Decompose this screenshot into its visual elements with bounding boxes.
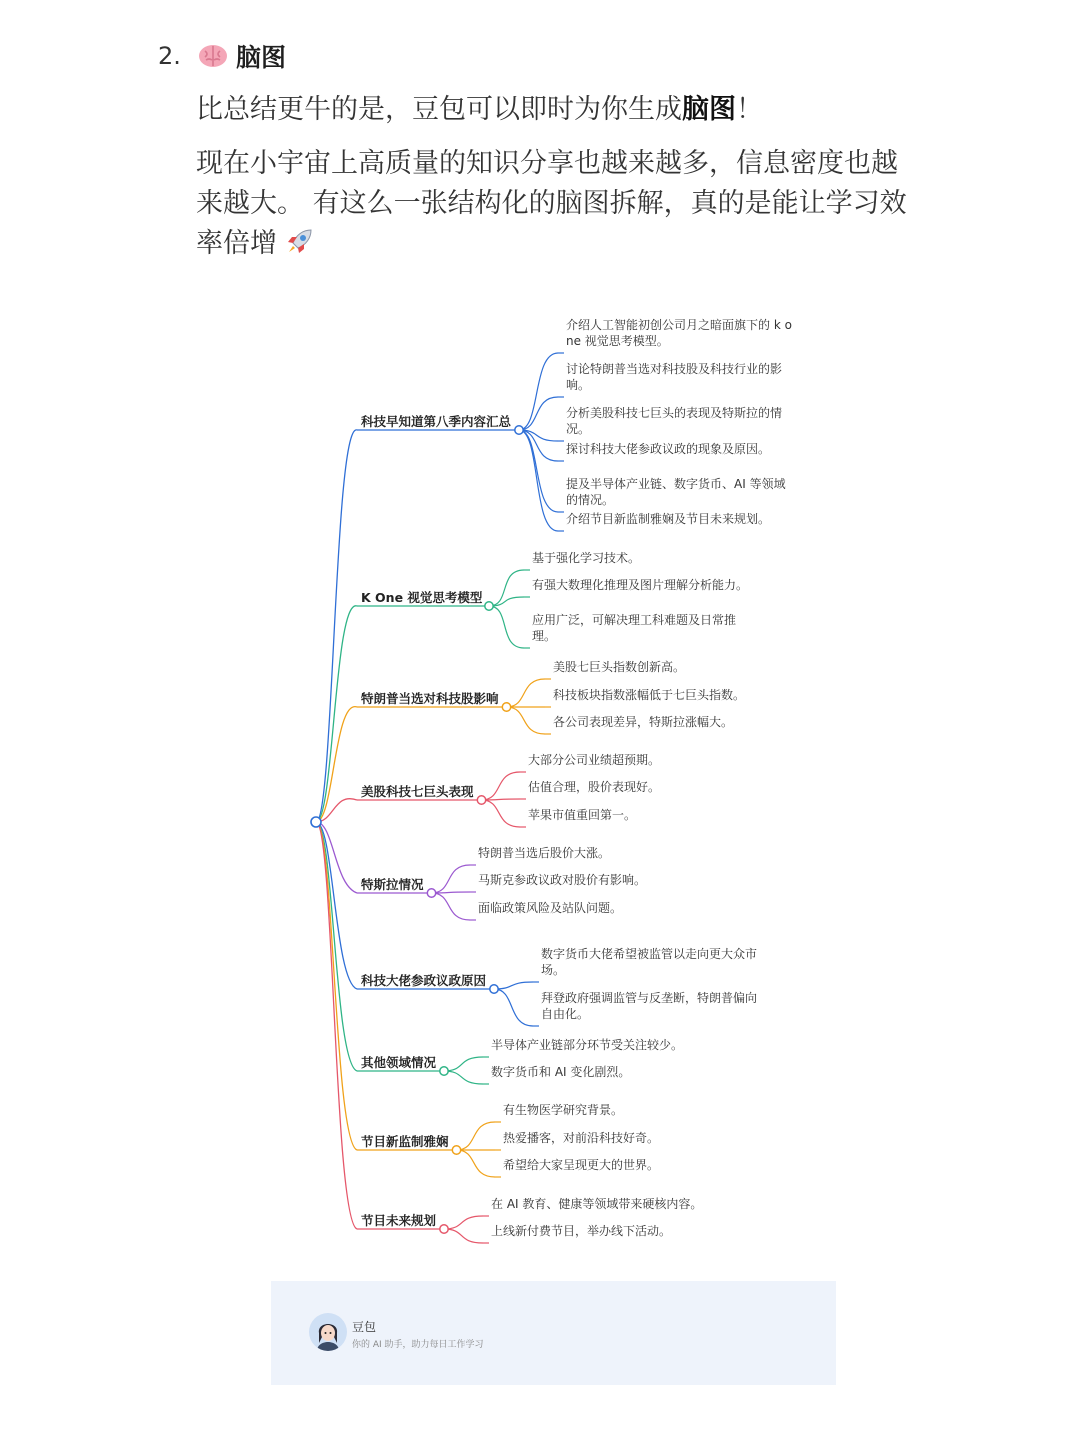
- leaf-label: 各公司表现差异，特斯拉涨幅大。: [553, 715, 734, 729]
- leaf-label: 探讨科技大佬参政议政的现象及原因。: [566, 442, 771, 456]
- intro-text: 比总结更牛的是，豆包可以即时为你生成: [196, 94, 682, 125]
- root-node: [311, 817, 321, 827]
- leaf-label: 美股七巨头指数创新高。: [553, 660, 686, 674]
- leaf-connector: [444, 1216, 483, 1229]
- leaf-connector: [482, 772, 521, 800]
- branch-label: 特朗普当选对科技股影响: [361, 691, 499, 706]
- leaf-connector: [519, 430, 558, 512]
- branch-label: 科技大佬参政议政原因: [361, 973, 487, 988]
- body-text: 现在小宇宙上高质量的知识分享也越来越多，信息密度也越来越大。 有这么一张结构化的脑图拆解，真的是能让学习效率倍增: [196, 148, 907, 259]
- intro-end: ！: [736, 94, 763, 125]
- leaf-label: 有生物医学研究背景。: [503, 1103, 624, 1117]
- branch-node: [427, 889, 435, 897]
- trunk-connector: [316, 822, 357, 1150]
- branch-node: [452, 1146, 460, 1154]
- branch-label: 科技早知道第八季内容汇总: [361, 414, 512, 429]
- leaf-connector: [457, 1122, 496, 1150]
- leaf-label: 半导体产业链部分环节受关注较少。: [491, 1038, 684, 1052]
- trunk-connector: [316, 606, 357, 822]
- leaf-label: 介绍节目新监制雅娴及节目未来规划。: [566, 512, 771, 526]
- branch-node: [490, 985, 498, 993]
- branch-node: [440, 1225, 448, 1233]
- branch-label: K One 视觉思考模型: [361, 590, 483, 605]
- brain-icon: [198, 43, 228, 69]
- leaf-connector: [507, 707, 546, 734]
- leaf-label: 在 AI 教育、健康等领域带来硬核内容。: [491, 1197, 703, 1211]
- leaf-connector: [507, 679, 546, 707]
- branch-label: 其他领域情况: [361, 1055, 437, 1070]
- leaf-label: 马斯克参政议政对股价有影响。: [478, 873, 647, 887]
- leaf-label: 面临政策风险及站队问题。: [478, 901, 623, 915]
- list-number: 2.: [158, 42, 181, 70]
- section-heading: [158, 36, 286, 76]
- avatar-icon: [309, 1313, 347, 1351]
- leaf-label: 有强大数理化推理及图片理解分析能力。: [532, 578, 749, 592]
- leaf-connector: [519, 430, 558, 461]
- leaf-connector: [444, 1229, 483, 1243]
- leaf-connector: [444, 1071, 483, 1084]
- leaf-connector: [444, 1057, 483, 1071]
- body-paragraph: [196, 144, 916, 264]
- mind-map: [0, 290, 1080, 1270]
- assistant-name: 豆包: [352, 1320, 377, 1334]
- leaf-label: 苹果市值重回第一。: [528, 808, 637, 822]
- trunk-connector: [316, 430, 357, 822]
- leaf-connector: [432, 865, 471, 893]
- intro-paragraph: [196, 90, 916, 130]
- branch-node: [485, 602, 493, 610]
- branch-label: 特斯拉情况: [361, 877, 424, 892]
- doubao-card: [271, 1281, 836, 1385]
- leaf-label: 估值合理，股价表现好。: [528, 780, 661, 794]
- branch-node: [515, 426, 523, 434]
- leaf-label: 大部分公司业绩超预期。: [528, 753, 661, 767]
- leaf-label: 数字货币大佬希望被监管以走向更大众市场。: [541, 947, 758, 977]
- assistant-tagline: 你的 AI 助手，助力每日工作学习: [352, 1340, 484, 1350]
- leaf-connector: [519, 353, 558, 430]
- leaf-connector: [489, 606, 524, 648]
- branch-node: [502, 703, 510, 711]
- leaf-connector: [482, 800, 521, 827]
- leaf-label: 上线新付费节目，举办线下活动。: [491, 1224, 672, 1238]
- leaf-connector: [519, 430, 558, 441]
- branch-label: 节目未来规划: [361, 1213, 437, 1228]
- branch-node: [440, 1067, 448, 1075]
- leaf-label: 热爱播客，对前沿科技好奇。: [503, 1131, 660, 1145]
- leaf-label: 提及半导体产业链、数字货币、AI 等领域的情况。: [566, 477, 786, 507]
- leaf-connector: [494, 989, 533, 1026]
- leaf-label: 分析美股科技七巨头的表现及特斯拉的情况。: [566, 406, 783, 436]
- section-title: 脑图: [236, 43, 287, 72]
- leaf-connector: [494, 982, 533, 989]
- intro-bold: 脑图: [682, 94, 736, 125]
- leaf-label: 数字货币和 AI 变化剧烈。: [491, 1065, 631, 1079]
- leaf-label: 应用广泛，可解决理工科难题及日常推理。: [532, 613, 737, 643]
- leaf-label: 介绍人工智能初创公司月之暗面旗下的 k o ne 视觉思考模型。: [566, 318, 792, 348]
- branch-label: 美股科技七巨头表现: [361, 784, 474, 799]
- leaf-connector: [519, 397, 558, 430]
- leaf-label: 基于强化学习技术。: [532, 551, 641, 565]
- leaf-label: 特朗普当选后股价大涨。: [478, 846, 611, 860]
- branch-label: 节目新监制雅娴: [361, 1134, 449, 1149]
- node-layer: [311, 317, 792, 1238]
- leaf-connector: [432, 893, 471, 920]
- branch-node: [477, 796, 485, 804]
- leaf-connector: [457, 1150, 496, 1177]
- rocket-icon: [285, 226, 315, 256]
- leaf-label: 讨论特朗普当选对科技股及科技行业的影响。: [566, 362, 783, 392]
- leaf-label: 希望给大家呈现更大的世界。: [503, 1158, 660, 1172]
- leaf-label: 拜登政府强调监管与反垄断，特朗普偏向自由化。: [541, 991, 758, 1021]
- trunk-connector: [316, 822, 357, 1229]
- leaf-label: 科技板块指数涨幅低于七巨头指数。: [553, 688, 746, 702]
